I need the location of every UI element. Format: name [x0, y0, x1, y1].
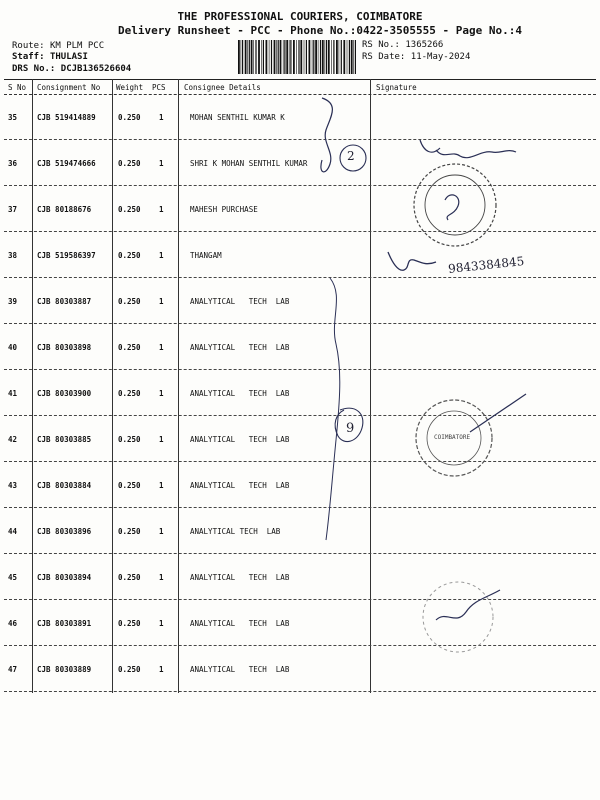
row-sno: 37 — [8, 205, 18, 214]
row-pcs: 1 — [159, 205, 164, 214]
row-sno: 36 — [8, 159, 18, 168]
row-consignment-no: CJB 80303894 — [37, 573, 92, 582]
rs-no-label: RS No.: — [362, 40, 400, 50]
row-consignee: MOHAN SENTHIL KUMAR K — [190, 113, 285, 122]
row-weight: 0.250 — [118, 435, 141, 444]
row-consignee: ANALYTICAL TECH LAB — [190, 435, 290, 444]
stamp-2-text: COIMBATORE — [434, 434, 471, 441]
row-weight: 0.250 — [118, 113, 141, 122]
row-sno: 39 — [8, 297, 18, 306]
pen-stroke — [321, 98, 332, 172]
handwritten-phone: 9843384845 — [447, 254, 525, 276]
row-weight: 0.250 — [118, 665, 141, 674]
row-pcs: 1 — [159, 251, 164, 260]
row-consignment-no: CJB 519414889 — [37, 113, 96, 122]
row-consignment-no: CJB 80303891 — [37, 619, 92, 628]
row-sno: 38 — [8, 251, 18, 260]
staff-label: Staff: — [12, 52, 45, 62]
row-weight: 0.250 — [118, 251, 141, 260]
row-consignee: SHRI K MOHAN SENTHIL KUMAR — [190, 159, 308, 168]
row-sno: 47 — [8, 665, 18, 674]
col-pcs: PCS — [152, 83, 166, 92]
row-consignee: ANALYTICAL TECH LAB — [190, 297, 290, 306]
row-consignee: ANALYTICAL TECH LAB — [190, 665, 290, 674]
route-label: Route: — [12, 41, 45, 51]
row-weight: 0.250 — [118, 619, 141, 628]
row-consignment-no: CJB 80303898 — [37, 343, 92, 352]
row-pcs: 1 — [159, 389, 164, 398]
pen-stroke-long — [326, 278, 340, 540]
row-weight: 0.250 — [118, 159, 141, 168]
row-sno: 41 — [8, 389, 18, 398]
row-sno: 43 — [8, 481, 18, 490]
row-consignment-no: CJB 80303889 — [37, 665, 92, 674]
row-consignment-no: CJB 80303900 — [37, 389, 92, 398]
runsheet-subtitle: Delivery Runsheet - PCC - Phone No.:0422-3505555 - Page No.:4 — [118, 24, 522, 37]
row-pcs: 1 — [159, 527, 164, 536]
row-sno: 44 — [8, 527, 18, 536]
row-weight: 0.250 — [118, 573, 141, 582]
row-pcs: 1 — [159, 665, 164, 674]
rs-date-label: RS Date: — [362, 52, 406, 62]
row-sno: 45 — [8, 573, 18, 582]
handwritten-two: 2 — [347, 149, 355, 163]
row-weight: 0.250 — [118, 343, 141, 352]
row-pcs: 1 — [159, 159, 164, 168]
round-stamp-3 — [423, 582, 493, 652]
signature-scribble — [420, 140, 516, 158]
drs-label: DRS No.: — [12, 64, 56, 74]
company-title: THE PROFESSIONAL COURIERS, COIMBATORE — [177, 10, 423, 23]
row-pcs: 1 — [159, 343, 164, 352]
stamp-scribble — [445, 195, 459, 220]
col-sno: S No — [8, 83, 27, 92]
handwritten-nine: 9 — [346, 421, 355, 436]
row-consignment-no: CJB 519474666 — [37, 159, 96, 168]
col-consignee: Consignee Details — [184, 83, 261, 92]
row-consignee: ANALYTICAL TECH LAB — [190, 481, 290, 490]
row-consignment-no: CJB 80303887 — [37, 297, 92, 306]
row-consignee: ANALYTICAL TECH LAB — [190, 389, 290, 398]
row-pcs: 1 — [159, 297, 164, 306]
row-consignee: ANALYTICAL TECH LAB — [190, 343, 290, 352]
row-weight: 0.250 — [118, 205, 141, 214]
row-pcs: 1 — [159, 481, 164, 490]
row-pcs: 1 — [159, 435, 164, 444]
stamp-slash — [470, 394, 526, 432]
row-sno: 46 — [8, 619, 18, 628]
row-pcs: 1 — [159, 573, 164, 582]
rs-no-value: 1365266 — [405, 40, 444, 50]
row-weight: 0.250 — [118, 297, 141, 306]
row-consignment-no: CJB 80303884 — [37, 481, 92, 490]
row-sno: 42 — [8, 435, 18, 444]
row-consignee: ANALYTICAL TECH LAB — [190, 527, 281, 536]
rs-date-value: 11-May-2024 — [410, 52, 471, 62]
row-consignment-no: CJB 80188676 — [37, 205, 92, 214]
drs-value: DCJB136526604 — [60, 64, 132, 74]
row-weight: 0.250 — [118, 481, 141, 490]
row-pcs: 1 — [159, 113, 164, 122]
round-stamp-inner — [425, 175, 485, 235]
row-consignee: THANGAM — [190, 251, 222, 260]
row-weight: 0.250 — [118, 527, 141, 536]
round-stamp — [414, 164, 496, 246]
staff-value: THULASI — [49, 52, 88, 62]
signature-scribble-2 — [388, 252, 436, 270]
row-sno: 35 — [8, 113, 18, 122]
route-value: KM PLM PCC — [49, 41, 105, 51]
signature-scribble-3 — [436, 590, 500, 620]
row-sno: 40 — [8, 343, 18, 352]
row-consignee: ANALYTICAL TECH LAB — [190, 573, 290, 582]
col-weight: Weight — [116, 83, 144, 92]
row-consignment-no: CJB 80303896 — [37, 527, 92, 536]
col-consignment: Consignment No — [37, 83, 101, 92]
row-consignee: ANALYTICAL TECH LAB — [190, 619, 290, 628]
row-consignee: MAHESH PURCHASE — [190, 205, 258, 214]
col-signature: Signature — [376, 83, 417, 92]
row-weight: 0.250 — [118, 389, 141, 398]
row-consignment-no: CJB 80303885 — [37, 435, 92, 444]
row-consignment-no: CJB 519586397 — [37, 251, 96, 260]
row-pcs: 1 — [159, 619, 164, 628]
